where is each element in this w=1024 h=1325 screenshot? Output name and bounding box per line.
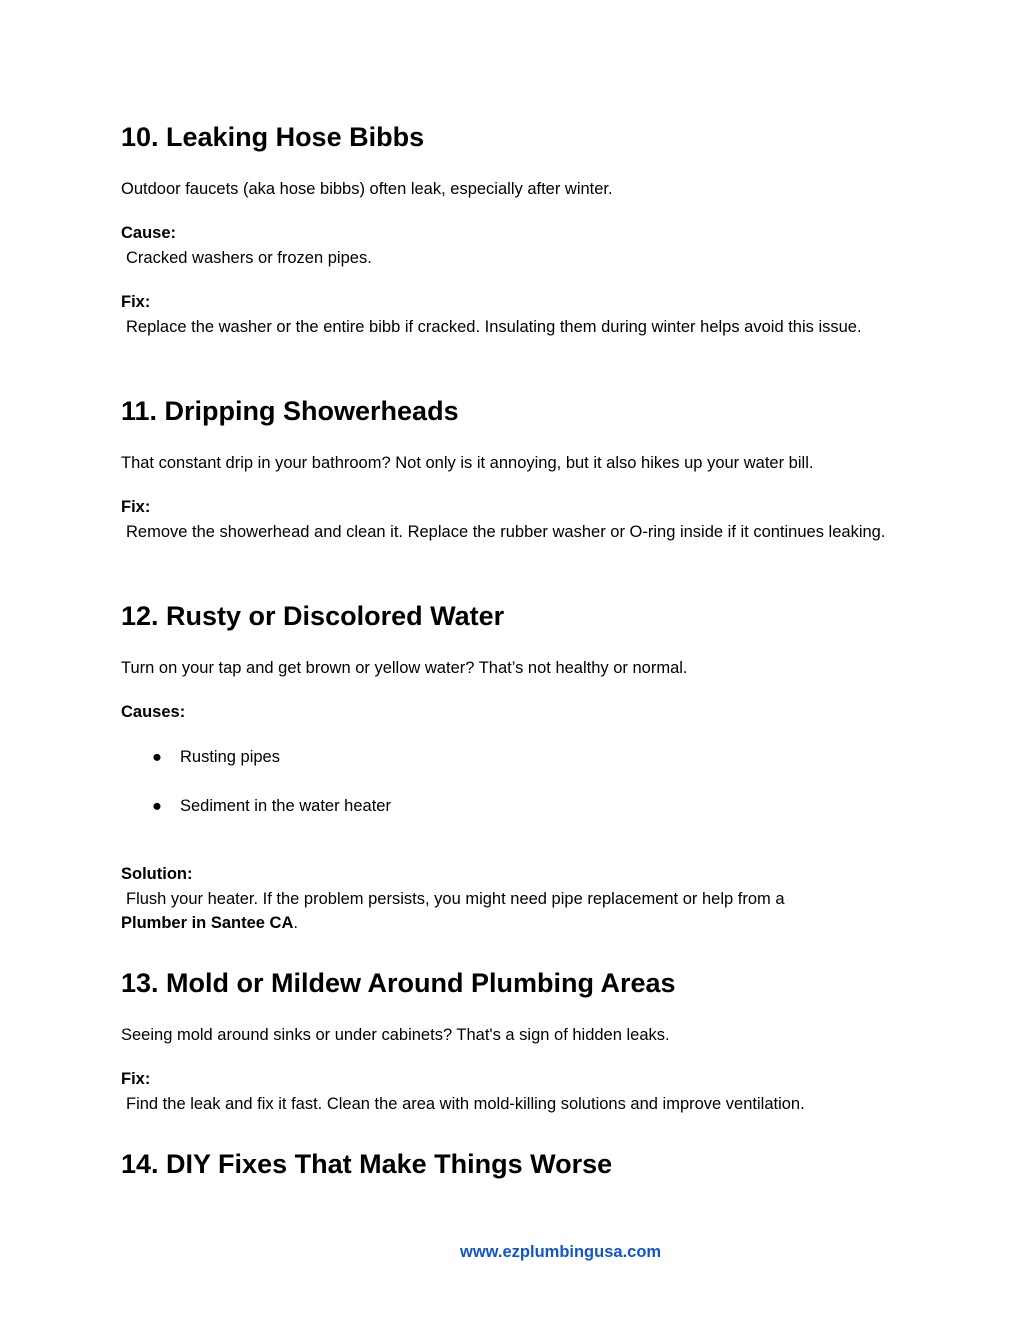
causes-label: Causes: — [121, 703, 186, 721]
section-heading-14: 14. DIY Fixes That Make Things Worse — [121, 1149, 613, 1179]
cause-text: Cracked washers or frozen pipes. — [126, 248, 372, 267]
section-heading-10: 10. Leaking Hose Bibbs — [121, 122, 425, 152]
section-10-intro: Outdoor faucets (aka hose bibbs) often leak, especially after winter. — [121, 180, 613, 198]
bullet-icon: ● — [152, 748, 162, 766]
solution-bold-link-text: Plumber in Santee CA — [121, 914, 294, 932]
section-heading-12: 12. Rusty or Discolored Water — [121, 601, 505, 631]
section-10-cause — [121, 221, 901, 270]
section-12-solution — [121, 862, 901, 936]
cause-label: Cause: — [121, 224, 177, 242]
fix-text: Replace the washer or the entire bibb if cracked. Insulating them during winter helps avoid this issue. — [126, 317, 862, 336]
section-12-intro: Turn on your tap and get brown or yellow water? That’s not healthy or normal. — [121, 659, 688, 677]
solution-text: Flush your heater. If the problem persists, you might need pipe replacement or help from a — [126, 889, 785, 908]
solution-end: . — [293, 914, 298, 932]
section-11-intro: That constant drip in your bathroom? Not only is it annoying, but it also hikes up your water bill. — [121, 454, 814, 472]
fix-text: Remove the showerhead and clean it. Replace the rubber washer or O-ring inside if it continues leaking. — [126, 522, 886, 541]
footer-website-link[interactable]: www.ezplumbingusa.com — [460, 1243, 662, 1261]
section-12-causes-label — [121, 700, 901, 725]
solution-label: Solution: — [121, 865, 193, 883]
list-item-text: Rusting pipes — [180, 748, 280, 766]
bullet-icon: ● — [152, 797, 162, 815]
section-11-fix — [121, 495, 901, 544]
section-heading-13: 13. Mold or Mildew Around Plumbing Areas — [121, 968, 676, 998]
fix-text: Find the leak and fix it fast. Clean the area with mold-killing solutions and improve ventilation. — [126, 1094, 805, 1113]
section-13-fix — [121, 1067, 901, 1116]
list-item-text: Sediment in the water heater — [180, 797, 391, 815]
section-10-fix — [121, 290, 901, 339]
fix-label: Fix: — [121, 1070, 151, 1088]
fix-label: Fix: — [121, 498, 151, 516]
section-heading-11: 11. Dripping Showerheads — [121, 396, 459, 426]
fix-label: Fix: — [121, 293, 151, 311]
section-13-intro: Seeing mold around sinks or under cabinets? That's a sign of hidden leaks. — [121, 1026, 670, 1044]
